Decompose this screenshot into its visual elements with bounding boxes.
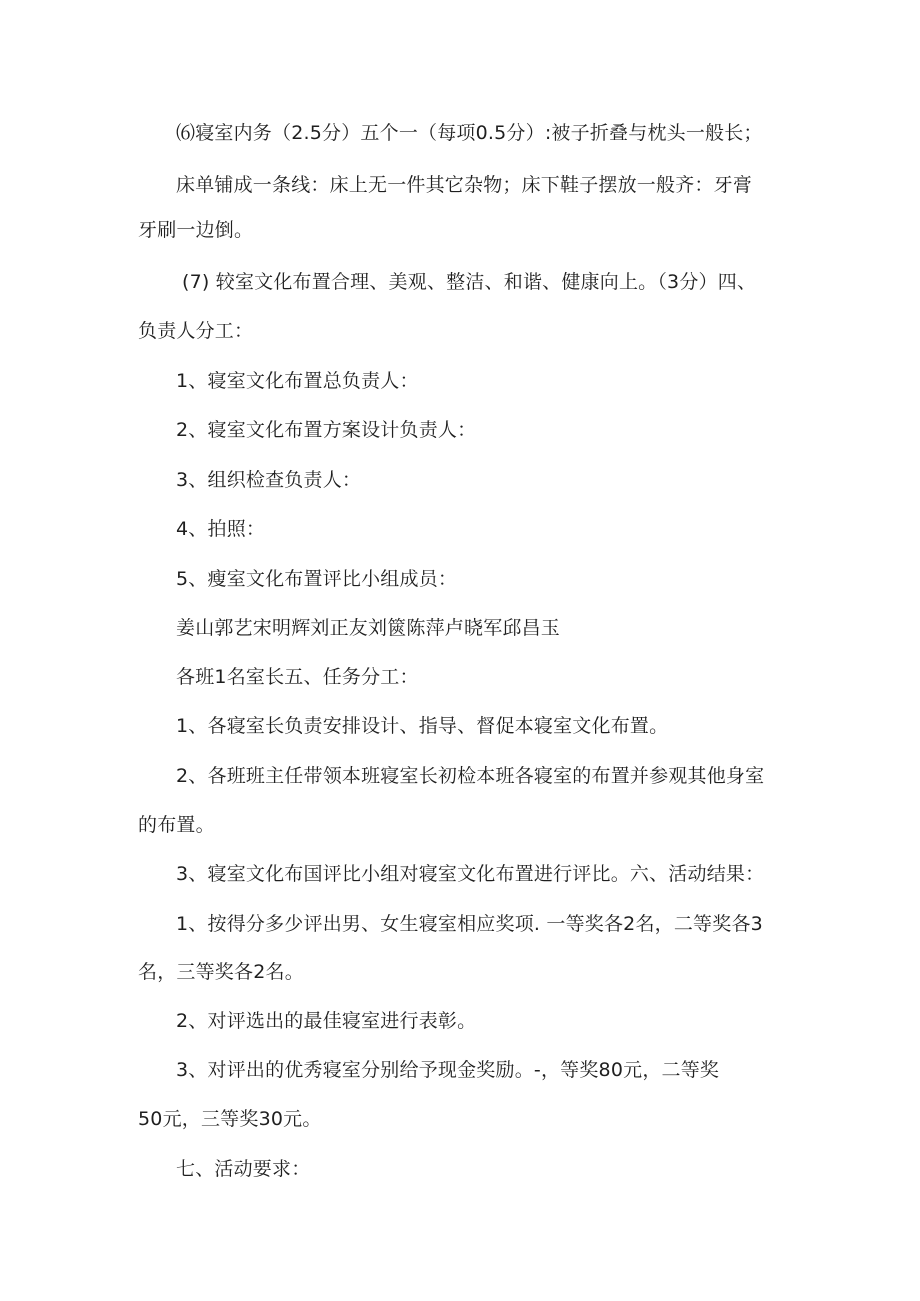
result-item-2: 2、对评选出的最佳寝室进行表彰。 (176, 1010, 477, 1032)
task-item-1: 1、各寝室长负责安排设计、指导、督促本寝室文化布置。 (176, 715, 669, 737)
result-item-1-cont: 名，三等奖各2名。 (138, 961, 304, 983)
list-item-3: 3、组织检查负责人： (176, 469, 362, 491)
list-item-5: 5、瘦室文化布置评比小组成员： (176, 568, 458, 590)
section-heading-responsible: 负责人分工： (138, 320, 254, 342)
paragraph-dorm-duties-cont: 床单铺成一条线：床上无一件其它杂物；床下鞋子摆放一般齐：牙膏 (176, 174, 753, 196)
list-item-2: 2、寝室文化布置方案设计负责人： (176, 419, 477, 441)
list-item-4: 4、拍照： (176, 518, 266, 540)
task-item-3: 3、寝室文化布国评比小组对寝室文化布置进行评比。六、活动结果： (176, 863, 765, 885)
result-item-3-cont: 50元，三等奖30元。 (138, 1108, 322, 1130)
paragraph-room-leaders: 各班1名室长五、任务分工： (176, 666, 419, 688)
task-item-2-cont: 的布置。 (138, 814, 215, 836)
section-heading-requirements: 七、活动要求： (176, 1158, 311, 1180)
paragraph-dorm-duties-end: 牙刷一边倒。 (138, 219, 254, 241)
paragraph-dorm-duties: ⑹寝室内务（2.5分）五个一（每项0.5分）:被子折叠与枕头一般长； (176, 122, 763, 144)
result-item-3: 3、对评出的优秀寝室分别给予现金奖励。-，等奖80元，二等奖 (176, 1059, 720, 1081)
result-item-1: 1、按得分多少评出男、女生寝室相应奖项. 一等奖各2名，二等奖各3 (176, 913, 763, 935)
list-item-1: 1、寝室文化布置总负责人： (176, 370, 419, 392)
paragraph-culture-layout: (7) 较室文化布置合理、美观、整洁、和谐、健康向上。（3分）四、 (182, 271, 757, 293)
task-item-2: 2、各班班主任带领本班寝室长初检本班各寝室的布置并参观其他身室 (176, 765, 765, 787)
member-names: 姜山郭艺宋明辉刘正友刘篋陈萍卢晓军邱昌玉 (176, 617, 561, 639)
